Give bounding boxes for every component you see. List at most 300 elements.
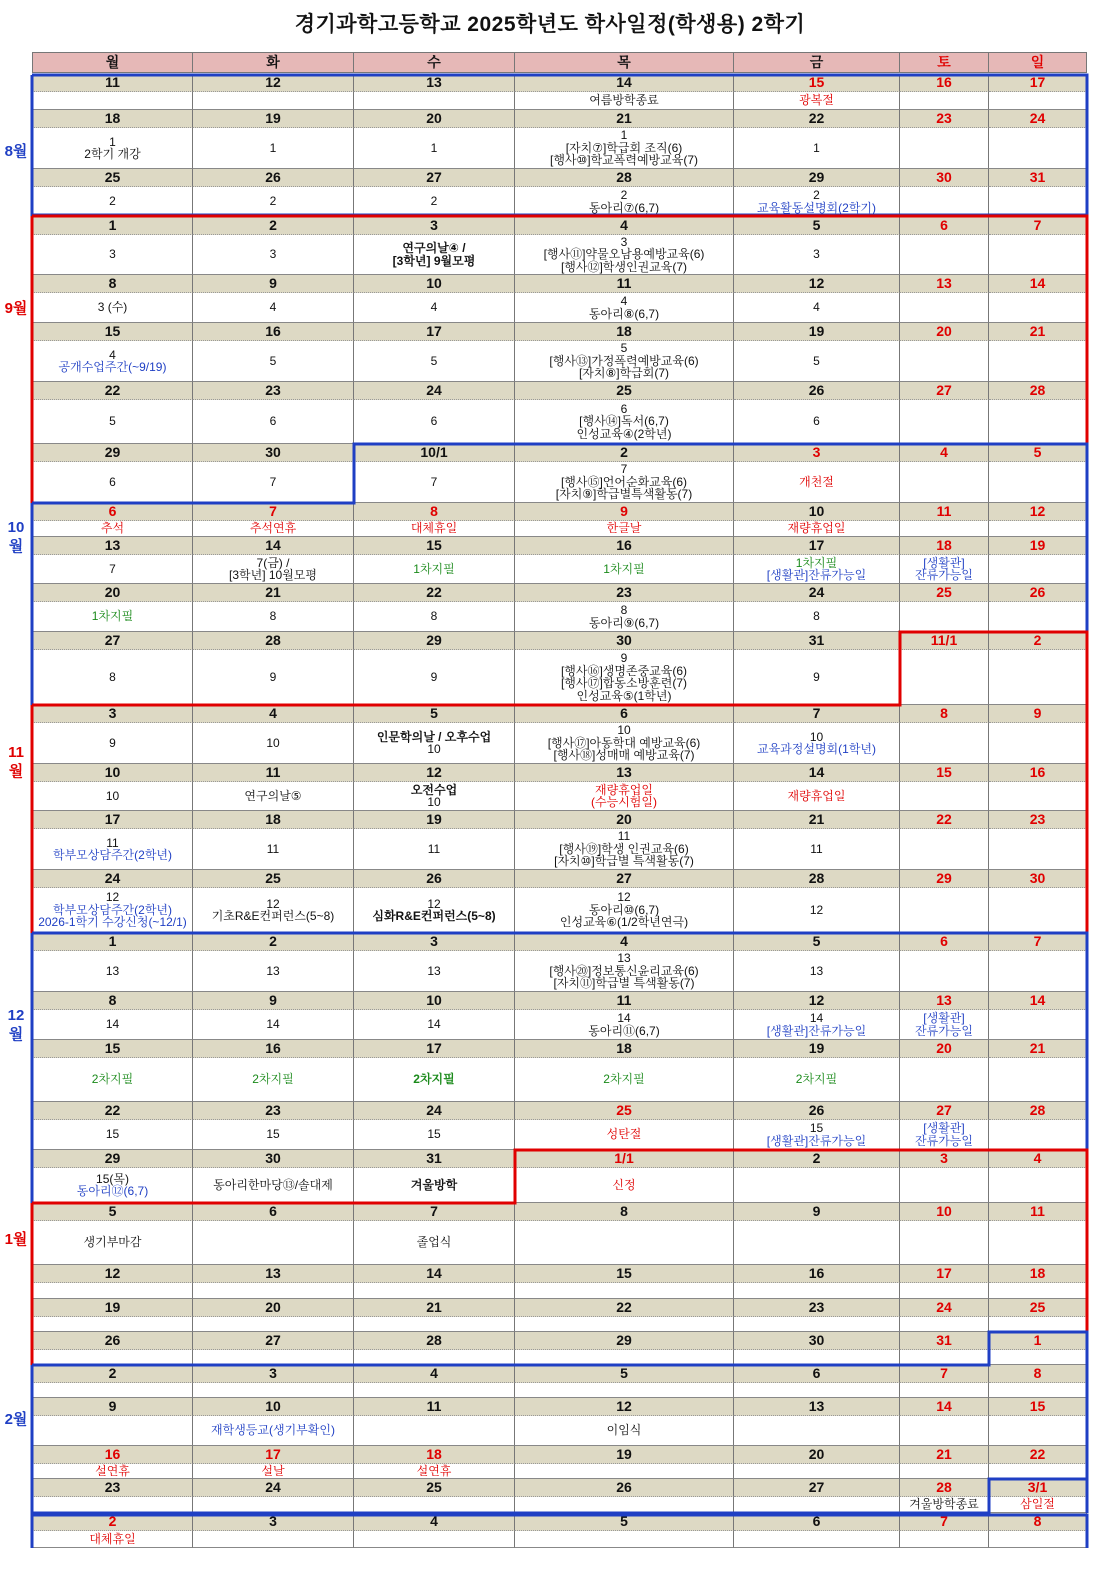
event-text: 동아리⑪(6,7) (588, 1023, 660, 1038)
event-text: 2학기 개강 (84, 147, 141, 161)
date-cell: 28 (989, 382, 1087, 400)
date-cell: 9 (515, 503, 734, 521)
date-cell: 25 (32, 169, 193, 187)
event-text: [행사⑭]독서(6,7) (579, 414, 669, 429)
date-cell: 31 (989, 169, 1087, 187)
date-cell: 24 (32, 870, 193, 888)
event-text: [행사⑰]아동학대 예방교육(6) (547, 735, 701, 750)
event-text: 1차지필 (91, 609, 134, 624)
event-text: 인문학의날 / 오후수업 (376, 729, 492, 744)
date-cell: 22 (734, 110, 900, 128)
date-cell: 10 (734, 503, 900, 521)
event-text: 7 (430, 474, 438, 489)
date-cell: 2 (193, 217, 354, 235)
date-cell: 26 (32, 1332, 193, 1350)
date-cell: 14 (734, 764, 900, 782)
event-text: 8 (269, 609, 277, 624)
event-text: 7 (620, 462, 628, 477)
date-cell: 20 (515, 811, 734, 829)
december-boundary (32, 933, 1087, 1203)
date-cell: 16 (193, 323, 354, 341)
event-text: 14 (617, 1011, 631, 1025)
date-cell: 16 (734, 1265, 900, 1283)
date-cell: 2 (193, 933, 354, 951)
event-text: 설연휴 (416, 1464, 452, 1478)
month-label-number: 11 (8, 744, 24, 761)
event-text: 11 (810, 841, 823, 856)
date-cell: 20 (734, 1446, 900, 1464)
event-text: 12 (617, 890, 631, 905)
event-text: 이임식 (606, 1423, 642, 1438)
date-cell: 30 (734, 1332, 900, 1350)
date-cell: 1 (989, 1332, 1087, 1350)
date-cell: 14 (354, 1265, 515, 1283)
date-cell: 28 (354, 1332, 515, 1350)
date-cell: 27 (900, 1102, 989, 1120)
event-text: [행사⑳]정보통신윤리교육(6) (549, 963, 699, 978)
event-text: 12 (105, 890, 120, 905)
event-text: 14 (266, 1017, 280, 1032)
date-cell: 12 (354, 764, 515, 782)
event-text: 9 (620, 651, 628, 665)
event-text: 동아리⑧(6,7) (588, 306, 660, 321)
date-cell: 21 (354, 1299, 515, 1317)
event-text: 9 (813, 669, 820, 684)
date-cell: 12 (193, 74, 354, 92)
date-cell: 18 (900, 537, 989, 555)
date-cell: 17 (354, 1040, 515, 1058)
date-cell: 18 (32, 110, 193, 128)
date-cell: 21 (193, 584, 354, 602)
date-cell: 28 (989, 1102, 1087, 1120)
date-cell: 29 (354, 632, 515, 650)
event-text: 대체휴일 (89, 1531, 136, 1546)
date-cell: 14 (515, 74, 734, 92)
event-text: [3학년] 9월모평 (392, 253, 476, 268)
event-text: 1차지필 (603, 561, 645, 576)
event-text: 1 (269, 140, 277, 155)
weekday-header-4: 금 (734, 52, 900, 73)
date-cell: 2 (32, 1513, 193, 1531)
event-text: 2차지필 (413, 1072, 455, 1087)
date-cell: 20 (32, 584, 193, 602)
date-cell: 22 (32, 1102, 193, 1120)
date-cell: 3 (32, 705, 193, 723)
event-text: [생활관]잔류가능일 (766, 1023, 867, 1038)
event-text: 동아리⑨(6,7) (588, 615, 660, 630)
date-cell: 22 (515, 1299, 734, 1317)
event-text: [자치⑦]학급회 조직(6) (565, 140, 683, 155)
date-cell: 17 (900, 1265, 989, 1283)
date-cell: 14 (989, 275, 1087, 293)
date-cell: 10 (354, 275, 515, 293)
date-cell: 21 (900, 1446, 989, 1464)
date-cell: 23 (193, 1102, 354, 1120)
event-text: [행사⑱]성매매 예방교육(7) (553, 748, 695, 763)
event-text: 2 (430, 194, 438, 209)
date-cell: 9 (193, 992, 354, 1010)
event-text: [행사⑬]가정폭력예방교육(6) (549, 353, 699, 368)
date-cell: 17 (32, 811, 193, 829)
event-text: 4 (620, 294, 628, 308)
event-text: 2 (109, 194, 116, 209)
date-cell: 4 (900, 444, 989, 462)
event-text: 3 (813, 247, 820, 262)
event-text: [행사⑮]언어순화교육(6) (560, 474, 688, 489)
event-text: 동아리⑦(6,7) (588, 200, 660, 215)
date-cell: 7 (734, 705, 900, 723)
event-text: 5 (813, 353, 820, 368)
date-cell: 26 (354, 870, 515, 888)
event-text: 9 (269, 669, 277, 684)
date-cell: 21 (734, 811, 900, 829)
date-cell: 26 (734, 382, 900, 400)
date-cell: 12 (734, 275, 900, 293)
event-text: 10 (617, 723, 631, 738)
event-text: 11 (617, 829, 631, 844)
event-text: [행사⑰]합동소방훈련(7) (560, 676, 688, 690)
date-cell: 1 (32, 933, 193, 951)
march-boundary-top (989, 1479, 1087, 1513)
event-text: 1차지필 (795, 555, 838, 570)
date-cell: 27 (32, 632, 193, 650)
date-cell: 27 (193, 1332, 354, 1350)
date-cell: 20 (193, 1299, 354, 1317)
date-cell: 26 (989, 584, 1087, 602)
month-label-unit: 월 (8, 763, 24, 780)
date-cell: 15 (900, 764, 989, 782)
date-cell: 23 (32, 1479, 193, 1497)
date-cell: 5 (515, 1513, 734, 1531)
date-cell: 4 (515, 217, 734, 235)
date-cell: 2 (32, 1365, 193, 1383)
event-text: 13 (809, 963, 824, 978)
event-text: 13 (617, 951, 631, 966)
event-text: 6 (269, 414, 277, 429)
event-text: 2차지필 (252, 1072, 294, 1087)
date-cell: 7 (193, 503, 354, 521)
date-cell: 10/1 (354, 444, 515, 462)
event-text: 10 (266, 735, 280, 750)
event-text: 겨울방학 (410, 1177, 458, 1192)
date-cell: 2 (734, 1150, 900, 1168)
date-cell: 27 (900, 382, 989, 400)
date-cell: 18 (515, 1040, 734, 1058)
event-text: 9 (430, 669, 438, 684)
page-title: 경기과학고등학교 2025학년도 학사일정(학생용) 2학기 (294, 13, 806, 36)
date-cell: 8 (32, 992, 193, 1010)
date-cell: 3 (193, 1365, 354, 1383)
date-cell: 19 (989, 537, 1087, 555)
event-text: 동아리한마당⑬/솔대제 (213, 1177, 333, 1192)
event-text: 3 (620, 235, 628, 249)
event-text: 성탄절 (606, 1127, 642, 1142)
date-cell: 5 (354, 705, 515, 723)
event-text: 교육과정설명회(1학년) (757, 742, 876, 756)
date-cell: 13 (900, 275, 989, 293)
date-cell: 31 (900, 1332, 989, 1350)
event-text: [생활관]잔류가능일 (766, 568, 867, 582)
event-text: 잔류가능일 (915, 1133, 973, 1148)
date-cell: 14 (989, 992, 1087, 1010)
event-text: 4 (269, 300, 277, 315)
weekday-header-3: 목 (515, 52, 734, 73)
date-cell: 22 (32, 382, 193, 400)
date-cell: 13 (32, 537, 193, 555)
date-cell: 30 (989, 870, 1087, 888)
date-cell: 27 (734, 1479, 900, 1497)
event-text: 8 (430, 609, 438, 624)
event-text: 재량휴업일 (595, 782, 653, 797)
date-cell: 18 (193, 811, 354, 829)
event-text: 잔류가능일 (915, 1023, 973, 1038)
date-cell: 13 (354, 74, 515, 92)
weekday-header-5: 토 (900, 52, 989, 73)
date-cell: 7 (900, 1365, 989, 1383)
event-text: 추석 (100, 521, 125, 536)
month-label: 9월 (4, 300, 28, 317)
date-cell: 26 (515, 1479, 734, 1497)
date-cell: 3 (900, 1150, 989, 1168)
event-text: 대체휴일 (410, 521, 458, 536)
date-cell: 15 (32, 323, 193, 341)
event-text: 6 (430, 414, 438, 429)
event-text: 연구의날⑤ (244, 788, 302, 803)
date-cell: 7 (989, 933, 1087, 951)
date-cell: 30 (515, 632, 734, 650)
date-cell: 5 (734, 217, 900, 235)
date-cell: 16 (989, 764, 1087, 782)
date-cell: 15 (354, 537, 515, 555)
date-cell: 5 (515, 1365, 734, 1383)
event-text: 2차지필 (603, 1072, 645, 1087)
date-cell: 30 (900, 169, 989, 187)
date-cell: 16 (193, 1040, 354, 1058)
weekday-header-2: 수 (354, 52, 515, 73)
date-cell: 9 (32, 1398, 193, 1416)
event-text: 겨울방학종료 (909, 1497, 979, 1512)
date-cell: 3 (734, 444, 900, 462)
event-text: 3 (269, 247, 277, 262)
date-cell: 31 (354, 1150, 515, 1168)
date-cell: 29 (734, 169, 900, 187)
event-text: 10 (427, 742, 441, 756)
event-text: 5 (430, 353, 438, 368)
date-cell: 29 (900, 870, 989, 888)
event-text: 8 (109, 669, 116, 684)
event-text: [생활관] (923, 1011, 965, 1025)
event-text: 1 (813, 140, 820, 155)
event-text: 잔류가능일 (915, 568, 973, 582)
date-cell: 11 (900, 503, 989, 521)
date-cell: 19 (193, 110, 354, 128)
event-text: 2차지필 (91, 1072, 134, 1087)
date-cell: 27 (515, 870, 734, 888)
date-cell: 1/1 (515, 1150, 734, 1168)
weekday-header-1: 화 (193, 52, 354, 73)
event-text: 2 (813, 188, 820, 202)
event-text: 7 (109, 561, 116, 576)
date-cell: 15 (32, 1040, 193, 1058)
event-text: 설연휴 (95, 1464, 130, 1478)
date-cell: 3 (354, 217, 515, 235)
date-cell: 11 (515, 275, 734, 293)
date-cell: 4 (989, 1150, 1087, 1168)
date-cell: 28 (515, 169, 734, 187)
date-cell: 20 (900, 1040, 989, 1058)
date-cell: 23 (193, 382, 354, 400)
date-cell: 6 (734, 1365, 900, 1383)
date-cell: 1 (32, 217, 193, 235)
date-cell: 13 (734, 1398, 900, 1416)
august-boundary (32, 75, 1087, 215)
date-cell: 3/1 (989, 1479, 1087, 1497)
event-text: 공개수업주간(~9/19) (58, 360, 167, 374)
event-text: 3 (109, 247, 116, 262)
event-text: 15 (105, 1127, 120, 1142)
event-text: [행사⑪]약물오남용예방교육(6) (543, 247, 705, 262)
event-text: 6 (620, 401, 628, 416)
date-cell: 20 (354, 110, 515, 128)
event-text: 12 (266, 896, 280, 911)
date-cell: 6 (900, 217, 989, 235)
event-text: 광복절 (799, 93, 834, 108)
event-text: 15 (809, 1121, 824, 1135)
event-text: 13 (427, 963, 441, 978)
date-cell: 24 (193, 1479, 354, 1497)
date-cell: 19 (515, 1446, 734, 1464)
event-text: 2 (620, 188, 628, 202)
event-text: 인성교육⑤(1학년) (576, 688, 672, 703)
event-text: 10 (105, 788, 120, 803)
event-text: 12 (809, 902, 824, 917)
date-cell: 19 (734, 323, 900, 341)
date-cell: 5 (734, 933, 900, 951)
date-cell: 8 (354, 503, 515, 521)
date-cell: 26 (734, 1102, 900, 1120)
event-text: [행사⑫]학생인권교육(7) (560, 259, 688, 274)
november-boundary (32, 632, 1087, 933)
date-cell: 29 (32, 1150, 193, 1168)
date-cell: 24 (354, 382, 515, 400)
date-cell: 16 (32, 1446, 193, 1464)
event-text: 14 (105, 1017, 120, 1032)
date-cell: 17 (734, 537, 900, 555)
date-cell: 2 (515, 444, 734, 462)
date-cell: 16 (900, 74, 989, 92)
date-cell: 21 (989, 1040, 1087, 1058)
date-cell: 17 (354, 323, 515, 341)
date-cell: 15 (515, 1265, 734, 1283)
event-text: 설날 (261, 1464, 285, 1478)
event-text: 여름방학종료 (589, 93, 659, 108)
date-cell: 6 (32, 503, 193, 521)
event-text: 연구의날④ / (402, 241, 466, 255)
march-boundary (32, 1515, 1087, 1548)
event-text: 졸업식 (416, 1235, 452, 1250)
event-text: 14 (809, 1011, 824, 1025)
event-text: [생활관] (923, 1121, 965, 1135)
date-cell: 26 (193, 169, 354, 187)
date-cell: 8 (989, 1513, 1087, 1531)
date-cell: 6 (515, 705, 734, 723)
date-cell: 11/1 (900, 632, 989, 650)
date-cell: 17 (989, 74, 1087, 92)
date-cell: 29 (515, 1332, 734, 1350)
date-cell: 4 (193, 705, 354, 723)
date-cell: 19 (734, 1040, 900, 1058)
event-text: 삼일절 (1020, 1497, 1055, 1512)
event-text: 8 (813, 609, 820, 624)
date-cell: 29 (32, 444, 193, 462)
event-text: 10 (427, 795, 441, 809)
event-text: [자치⑩]학급별 특색활동(7) (554, 854, 694, 869)
month-label: 2월 (4, 1411, 28, 1428)
date-cell: 12 (989, 503, 1087, 521)
event-text: 3 (수) (97, 300, 128, 315)
september-boundary (32, 216, 1087, 503)
date-cell: 15 (989, 1398, 1087, 1416)
date-cell: 30 (193, 1150, 354, 1168)
event-text: 오전수업 (410, 782, 458, 797)
date-cell: 24 (354, 1102, 515, 1120)
month-label-number: 12 (7, 1007, 25, 1024)
event-text: 재량휴업일 (787, 521, 846, 536)
date-cell: 4 (354, 1513, 515, 1531)
date-cell: 28 (193, 632, 354, 650)
event-text: [3학년] 10월모평 (229, 568, 317, 582)
date-cell: 12 (32, 1265, 193, 1283)
event-text: [생활관] (923, 555, 965, 570)
date-cell: 18 (989, 1265, 1087, 1283)
date-cell: 11 (354, 1398, 515, 1416)
event-text: 12 (427, 896, 441, 911)
event-text: 1 (430, 140, 438, 155)
date-cell: 18 (515, 323, 734, 341)
date-cell: 25 (515, 382, 734, 400)
date-cell: 13 (515, 764, 734, 782)
date-cell: 8 (515, 1203, 734, 1221)
date-cell: 13 (900, 992, 989, 1010)
event-text: 기초R&E컨퍼런스(5~8) (211, 909, 335, 923)
date-cell: 19 (354, 811, 515, 829)
date-cell: 11 (193, 764, 354, 782)
date-cell: 10 (32, 764, 193, 782)
event-text: 1 (620, 128, 628, 143)
event-text: 7 (269, 474, 277, 489)
date-cell: 25 (193, 870, 354, 888)
date-cell: 25 (989, 1299, 1087, 1317)
event-text: [자치⑧]학급회(7) (578, 366, 670, 381)
date-cell: 24 (734, 584, 900, 602)
date-cell: 10 (193, 1398, 354, 1416)
date-cell: 5 (32, 1203, 193, 1221)
event-text: 11 (106, 835, 119, 850)
event-text: [행사⑯]생명존중교육(6) (560, 663, 688, 678)
event-text: 5 (269, 353, 277, 368)
date-cell: 7 (989, 217, 1087, 235)
date-cell: 19 (32, 1299, 193, 1317)
date-cell: 12 (734, 992, 900, 1010)
date-cell: 14 (193, 537, 354, 555)
date-cell: 15 (734, 74, 900, 92)
date-cell: 31 (734, 632, 900, 650)
date-cell: 3 (354, 933, 515, 951)
event-text: 5 (620, 341, 628, 356)
date-cell: 30 (193, 444, 354, 462)
event-text: 1차지필 (413, 561, 455, 576)
event-text: 4 (109, 347, 116, 362)
